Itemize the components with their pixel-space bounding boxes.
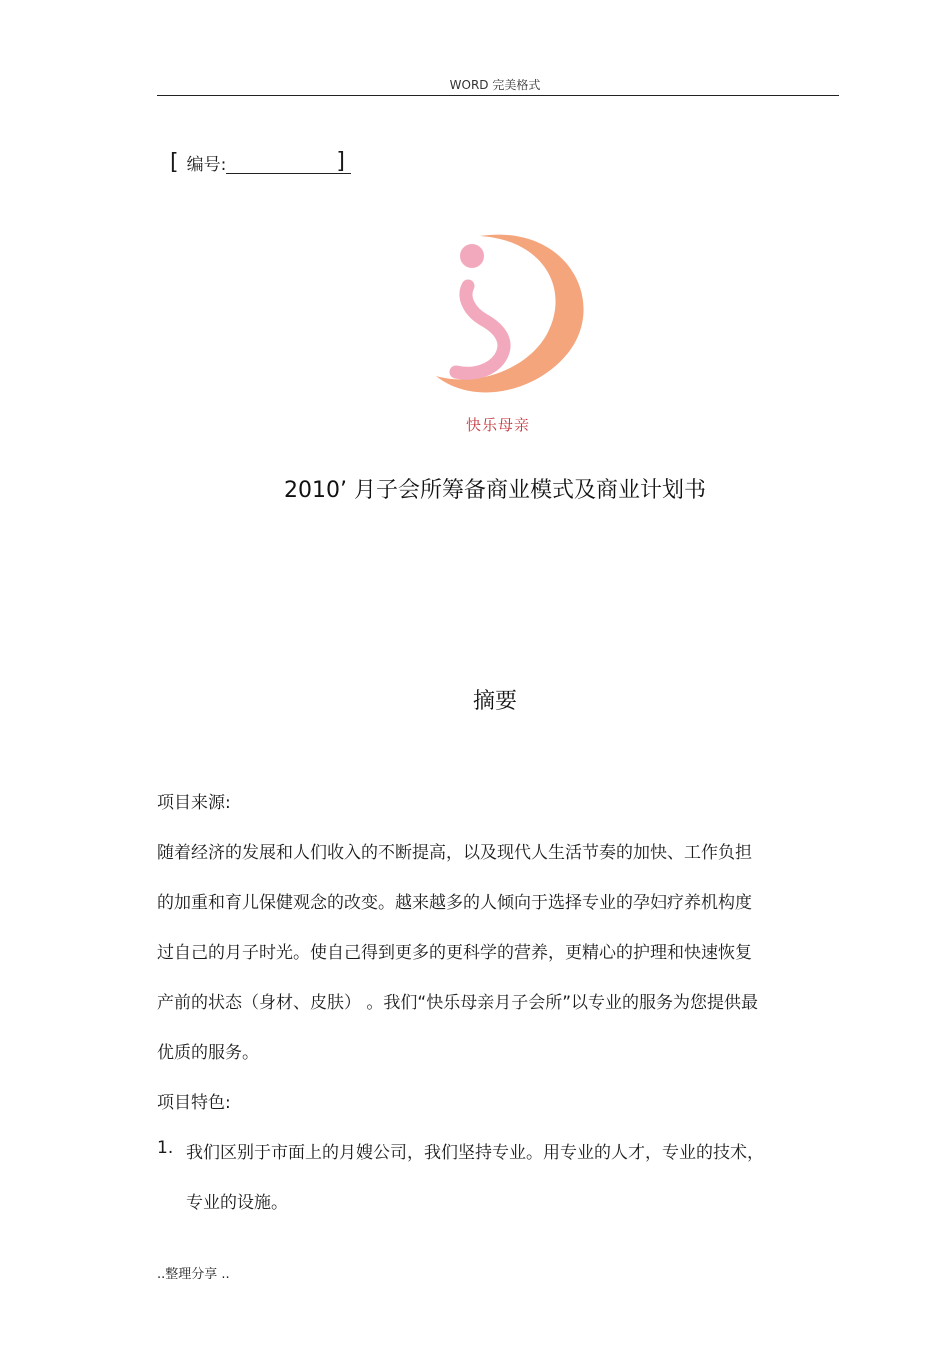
serial-label: 编号:: [186, 155, 227, 175]
logo-head: [460, 244, 484, 268]
source-line: 随着经济的发展和人们收入的不断提高，以及现代人生活节奏的加快、工作负担: [157, 843, 752, 863]
summary-heading: 摘要: [472, 689, 517, 714]
source-line: 产前的状态（身材、皮肤） 。我们“快乐母亲月子会所”以专业的服务为您提供最: [157, 993, 759, 1013]
feature-number: 1.: [157, 1138, 174, 1158]
feature-label: 项目特色:: [157, 1093, 231, 1113]
serial-open-bracket: [: [170, 149, 179, 175]
source-line: 过自己的月子时光。使自己得到更多的更科学的营养，更精心的护理和快速恢复: [157, 943, 752, 963]
serial-blank-line: [226, 151, 351, 174]
page-footer: ..整理分享 ..: [157, 1267, 230, 1282]
logo-text: 快乐母亲: [465, 416, 530, 434]
page-header: WORD 完美格式: [449, 78, 541, 92]
header-rule: [157, 95, 839, 96]
source-label: 项目来源:: [157, 793, 231, 813]
serial-close-bracket: ]: [336, 149, 345, 174]
serial-blank: [240, 151, 336, 173]
source-line: 的加重和育儿保健观念的改变。越来越多的人倾向于选择专业的孕妇疗养机构度: [157, 893, 752, 913]
document-title: 2010’ 月子会所筹备商业模式及商业计划书: [284, 478, 706, 503]
logo-body: [456, 286, 504, 373]
happy-mother-logo: [418, 228, 598, 398]
feature-line: 专业的设施。: [186, 1193, 288, 1213]
serial-number-field: [170, 150, 351, 175]
feature-line: 我们区别于市面上的月嫂公司，我们坚持专业。用专业的人才，专业的技术，: [186, 1143, 764, 1163]
source-line: 优质的服务。: [157, 1043, 259, 1063]
